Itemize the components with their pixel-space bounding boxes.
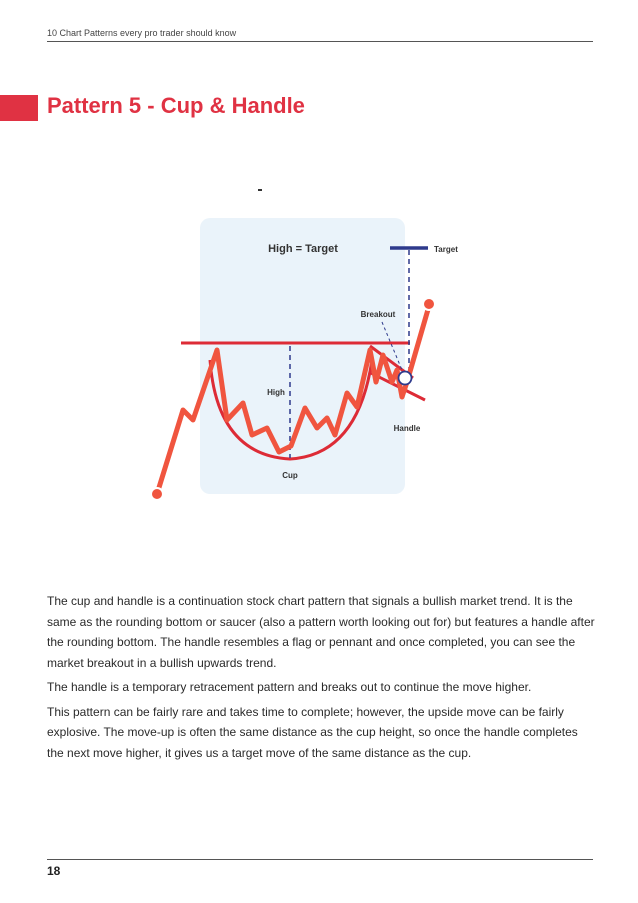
page-number: 18 <box>47 864 61 878</box>
high-label: High <box>267 388 285 397</box>
body-text <box>47 591 597 767</box>
end-point <box>423 298 435 310</box>
cup-label: Cup <box>282 471 298 480</box>
start-point <box>151 488 163 500</box>
paragraph: This pattern can be fairly rare and takes time to complete; however, the upside move can be fairly explosive. The move-up is often the same distance as the cup height, so once the handle completes the next move higher, it gives us a target move of the same distance as the cup. <box>47 704 578 760</box>
paragraph: The handle is a temporary retracement pattern and breaks out to continue the move higher. <box>47 680 532 694</box>
paragraph: The cup and handle is a continuation stock chart pattern that signals a bullish market trend. It is the same as the rounding bottom or saucer (also a pattern worth looking out for) but features a handle after the rounding bottom. The handle resembles a flag or pennant and once completed, you can see the market breakout in a bullish upwards trend. <box>47 594 595 670</box>
diagram-panel <box>200 218 405 494</box>
target-label: Target <box>434 245 458 254</box>
page-title: Pattern 5 - Cup & Handle <box>47 93 305 118</box>
breakout-point <box>399 372 412 385</box>
breakout-label: Breakout <box>360 310 396 319</box>
running-header: 10 Chart Patterns every pro trader should know <box>47 28 237 38</box>
title-accent-bar <box>0 95 38 121</box>
handle-label: Handle <box>393 424 421 433</box>
header-divider <box>47 41 593 42</box>
high-target-label: High = Target <box>268 243 338 255</box>
footer-divider <box>47 859 593 860</box>
stray-mark <box>258 189 262 191</box>
cup-and-handle-diagram <box>145 210 458 510</box>
